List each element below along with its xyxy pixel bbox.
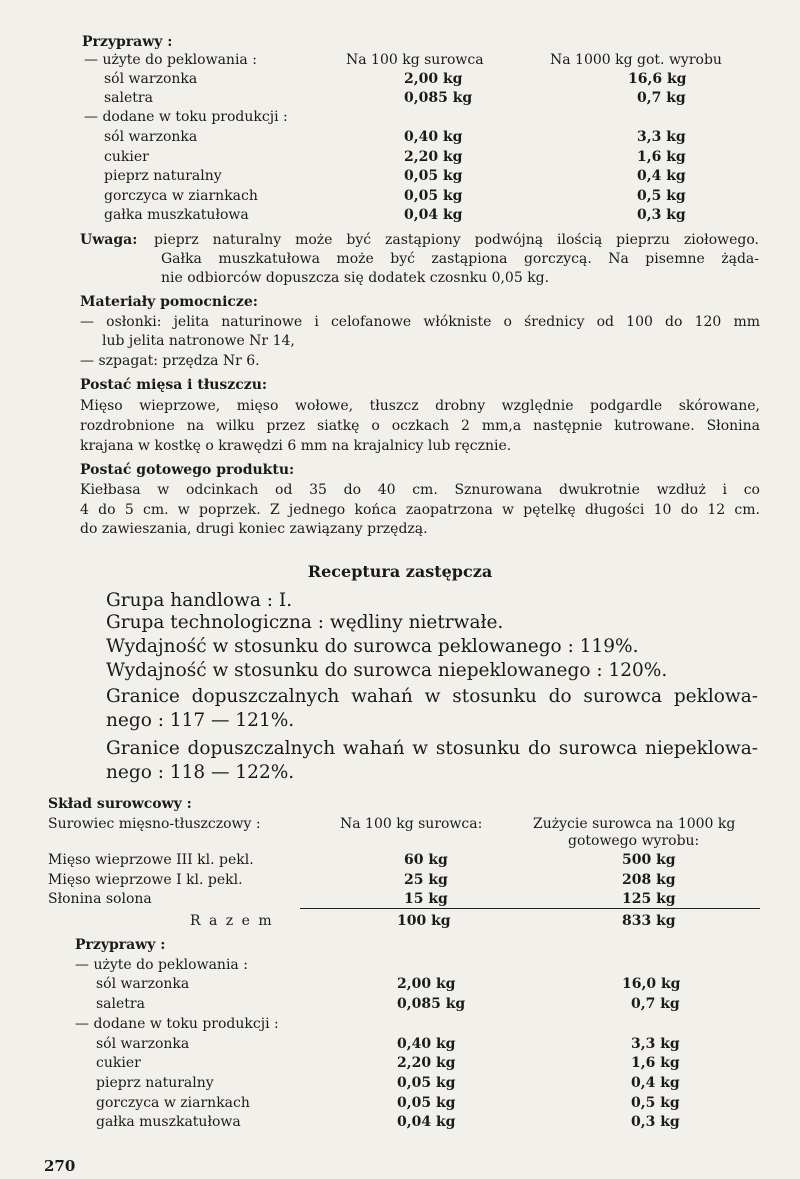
spice-amount-1000: 0,5 kg: [637, 188, 686, 204]
spice-amount-1000: 3,3 kg: [637, 129, 686, 145]
spice-amount-100: 0,04 kg: [404, 207, 463, 223]
spice-name: cukier: [96, 1055, 141, 1071]
column-header-na1000: Na 1000 kg got. wyrobu: [550, 52, 722, 68]
peklowanie-label: — użyte do peklowania :: [84, 52, 257, 68]
spice-amount-1000: 16,6 kg: [628, 71, 687, 87]
produkcja-label: — dodane w toku produkcji :: [75, 1016, 279, 1032]
spice-amount-1000: 1,6 kg: [637, 149, 686, 165]
postac-produktu-heading: Postać gotowego produktu:: [80, 462, 295, 478]
raw-material-amount-100: 60 kg: [404, 852, 448, 868]
spice-amount-100: 2,00 kg: [397, 976, 456, 992]
column-header-surowiec: Surowiec mięsno-tłuszczowy :: [48, 816, 261, 832]
postac-produktu-line: Kiełbasa w odcinkach od 35 do 40 cm. Sznurowana dwukrotnie wzdłuż i co: [80, 482, 760, 498]
przyprawy-heading: Przyprawy :: [82, 34, 173, 50]
column-header-zuzycie: Zużycie surowca na 1000 kg: [533, 816, 736, 832]
spice-amount-1000: 16,0 kg: [622, 976, 681, 992]
spice-amount-1000: 0,4 kg: [637, 168, 686, 184]
raw-material-amount-1000: 208 kg: [622, 872, 676, 888]
spice-name: gorczyca w ziarnkach: [104, 188, 258, 204]
postac-miesa-line: Mięso wieprzowe, mięso wołowe, tłuszcz drobny względnie podgardle skórowane,: [80, 398, 760, 414]
raw-material-name: Mięso wieprzowe III kl. pekl.: [48, 852, 254, 868]
spice-name: saletra: [96, 996, 145, 1012]
column-header-na100: Na 100 kg surowca: [346, 52, 484, 68]
raw-material-name: Mięso wieprzowe I kl. pekl.: [48, 872, 243, 888]
column-header-zuzycie: gotowego wyrobu:: [568, 833, 700, 849]
spice-amount-100: 0,04 kg: [397, 1114, 456, 1130]
spice-amount-1000: 0,5 kg: [631, 1095, 680, 1111]
uwaga-text-line: Gałka muszkatułowa może być zastąpiona gorczycą. Na pisemne żąda-: [161, 251, 759, 267]
spice-amount-100: 2,20 kg: [397, 1055, 456, 1071]
raw-material-amount-1000: 125 kg: [622, 891, 676, 907]
spice-name: sól warzonka: [104, 71, 198, 87]
spice-amount-1000: 0,4 kg: [631, 1075, 680, 1091]
spice-amount-100: 0,085 kg: [397, 996, 466, 1012]
spice-amount-1000: 0,3 kg: [637, 207, 686, 223]
raw-material-amount-1000: 500 kg: [622, 852, 676, 868]
razem-label: R a z e m: [190, 913, 274, 929]
spice-amount-100: 0,40 kg: [397, 1036, 456, 1052]
spice-amount-100: 2,00 kg: [404, 71, 463, 87]
raw-material-name: Słonina solona: [48, 891, 152, 907]
spice-name: saletra: [104, 90, 153, 106]
spice-amount-1000: 3,3 kg: [631, 1036, 680, 1052]
spice-amount-1000: 1,6 kg: [631, 1055, 680, 1071]
postac-miesa-line: krajana w kostkę o krawędzi 6 mm na krajalnicy lub ręcznie.: [80, 438, 512, 454]
spice-name: sól warzonka: [104, 129, 198, 145]
spice-name: gorczyca w ziarnkach: [96, 1095, 250, 1111]
receptura-line: Wydajność w stosunku do surowca peklowanego : 119%.: [106, 636, 639, 657]
receptura-line: Granice dopuszczalnych wahań w stosunku do surowca peklowa-: [106, 686, 758, 707]
razem-amount-1000: 833 kg: [622, 913, 676, 929]
spice-name: gałka muszkatułowa: [96, 1114, 241, 1130]
spice-name: sól warzonka: [96, 1036, 190, 1052]
spice-amount-100: 0,05 kg: [404, 188, 463, 204]
raw-material-amount-100: 25 kg: [404, 872, 448, 888]
receptura-line: Granice dopuszczalnych wahań w stosunku do surowca niepeklowa-: [106, 738, 758, 759]
spice-amount-1000: 0,3 kg: [631, 1114, 680, 1130]
postac-produktu-line: 4 do 5 cm. w poprzek. Z jednego końca zaopatrzona w pętelkę długości 10 do 12 cm.: [80, 502, 760, 518]
spice-amount-100: 0,05 kg: [404, 168, 463, 184]
sklad-heading: Skład surowcowy :: [48, 796, 192, 812]
materialy-line: — osłonki: jelita naturinowe i celofanowe włókniste o średnicy od 100 do 120 mm: [80, 314, 760, 330]
spice-name: gałka muszkatułowa: [104, 207, 249, 223]
uwaga-text-line: nie odbiorców dopuszcza się dodatek czosnku 0,05 kg.: [161, 270, 550, 286]
spice-name: cukier: [104, 149, 149, 165]
postac-produktu-line: do zawieszania, drugi koniec zawiązany przędzą.: [80, 521, 428, 537]
materialy-heading: Materiały pomocnicze:: [80, 294, 258, 310]
spice-amount-100: 2,20 kg: [404, 149, 463, 165]
receptura-line: Wydajność w stosunku do surowca niepeklowanego : 120%.: [106, 660, 668, 681]
materialy-line: — szpagat: przędza Nr 6.: [80, 353, 260, 369]
przyprawy-heading: Przyprawy :: [75, 937, 166, 953]
uwaga-label: Uwaga:: [80, 232, 138, 248]
raw-material-amount-100: 15 kg: [404, 891, 448, 907]
spice-name: pieprz naturalny: [104, 168, 222, 184]
razem-amount-100: 100 kg: [397, 913, 451, 929]
spice-name: sól warzonka: [96, 976, 190, 992]
sum-divider: [300, 908, 760, 909]
uwaga-text-line: pieprz naturalny może być zastąpiony podwójną ilością pieprzu ziołowego.: [154, 232, 759, 248]
page-number: 270: [44, 1157, 76, 1175]
spice-amount-1000: 0,7 kg: [637, 90, 686, 106]
spice-amount-100: 0,05 kg: [397, 1095, 456, 1111]
materialy-line: lub jelita natronowe Nr 14,: [102, 333, 295, 349]
receptura-line: nego : 118 — 122%.: [106, 762, 295, 783]
postac-miesa-heading: Postać mięsa i tłuszczu:: [80, 377, 268, 393]
spice-amount-100: 0,085 kg: [404, 90, 473, 106]
receptura-line: nego : 117 — 121%.: [106, 710, 295, 731]
receptura-line: Grupa handlowa : I.: [106, 590, 293, 611]
postac-miesa-line: rozdrobnione na wilku przez siatkę o oczkach 2 mm,a następnie kutrowane. Słonina: [80, 418, 760, 434]
spice-name: pieprz naturalny: [96, 1075, 214, 1091]
produkcja-label: — dodane w toku produkcji :: [84, 109, 288, 125]
receptura-title: Receptura zastępcza: [307, 562, 493, 581]
column-header-na100: Na 100 kg surowca:: [340, 816, 483, 832]
spice-amount-100: 0,05 kg: [397, 1075, 456, 1091]
spice-amount-100: 0,40 kg: [404, 129, 463, 145]
receptura-line: Grupa technologiczna : wędliny nietrwałe.: [106, 612, 504, 633]
spice-amount-1000: 0,7 kg: [631, 996, 680, 1012]
peklowanie-label: — użyte do peklowania :: [75, 957, 248, 973]
